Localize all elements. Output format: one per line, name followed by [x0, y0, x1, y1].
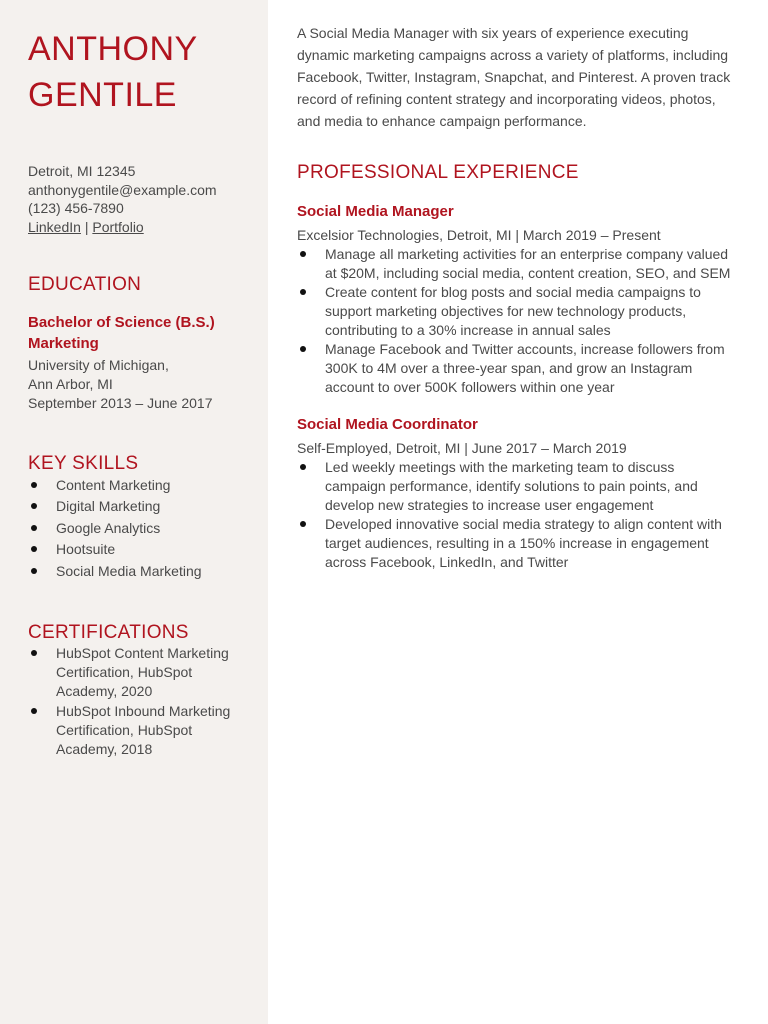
professional-summary: A Social Media Manager with six years of experience executing dynamic marketing campaigns across a variety of platforms, including Facebook, Twitter, Instagram, Snapchat, and Pinterest. A proven track record of refining content strategy and incorporating videos, photos, and media to enhance campaign performance.	[297, 25, 731, 129]
education-heading: EDUCATION	[28, 274, 142, 295]
degree-name: Bachelor of Science (B.S.)	[28, 314, 215, 331]
school-location: Ann Arbor, MI	[28, 376, 113, 392]
job-bullets	[297, 458, 742, 572]
certifications-list	[28, 644, 248, 759]
profile-links	[28, 218, 248, 237]
job-meta: Self-Employed, Detroit, MI | June 2017 – March 2019	[297, 440, 627, 456]
job-meta: Excelsior Technologies, Detroit, MI | March 2019 – Present	[297, 227, 661, 243]
linkedin-link[interactable]: LinkedIn	[28, 218, 81, 235]
job-bullet: Manage Facebook and Twitter accounts, increase followers from 300K to 4M over a three-year span, and grow an Instagram account to over 500K followers within one year	[297, 340, 742, 397]
job-bullet: Manage all marketing activities for an enterprise company valued at $20M, including social media, content creation, SEO, and SEM	[297, 245, 742, 283]
degree	[28, 312, 248, 354]
main-content	[268, 0, 768, 1024]
skill-item: Content Marketing	[28, 475, 248, 496]
address: Detroit, MI 12345	[28, 163, 136, 179]
certifications-heading: CERTIFICATIONS	[28, 622, 189, 644]
job-bullet: Create content for blog posts and social media campaigns to support marketing objectives for new technology products, contributing to a 30% increase in annual sales	[297, 283, 742, 340]
job-bullets	[297, 245, 742, 397]
school-name: University of Michigan,	[28, 357, 169, 373]
certification-item: HubSpot Inbound Marketing Certification, HubSpot Academy, 2018	[28, 702, 248, 759]
contact-info	[28, 162, 248, 236]
skill-item: Digital Marketing	[28, 496, 248, 517]
first-name: ANTHONY	[28, 30, 198, 68]
phone: (123) 456-7890	[28, 200, 124, 216]
skills-list	[28, 475, 248, 582]
skill-item: Google Analytics	[28, 518, 248, 539]
email: anthonygentile@example.com	[28, 181, 217, 198]
skill-item: Social Media Marketing	[28, 561, 248, 582]
education-dates: September 2013 – June 2017	[28, 395, 213, 411]
candidate-name	[28, 26, 248, 118]
job-title: Social Media Manager	[297, 203, 454, 220]
skill-item: Hootsuite	[28, 539, 248, 560]
job-title: Social Media Coordinator	[297, 416, 478, 433]
job-entry	[297, 202, 742, 397]
job-bullet: Developed innovative social media strategy to align content with target audiences, resulting in a 150% increase in engagement across Facebook, LinkedIn, and Twitter	[297, 515, 742, 572]
skills-heading: KEY SKILLS	[28, 453, 139, 474]
job-entry	[297, 415, 742, 572]
experience-heading: PROFESSIONAL EXPERIENCE	[297, 162, 579, 183]
job-bullet: Led weekly meetings with the marketing team to discuss campaign performance, identify solutions to pain points, and develop new strategies to increase user engagement	[297, 458, 742, 515]
last-name: GENTILE	[28, 76, 177, 114]
school	[28, 356, 248, 413]
portfolio-link[interactable]: Portfolio	[92, 218, 144, 235]
skills-section	[28, 453, 248, 582]
degree-major: Marketing	[28, 335, 99, 352]
certification-item: HubSpot Content Marketing Certification, HubSpot Academy, 2020	[28, 644, 248, 701]
link-separator: |	[84, 218, 89, 235]
experience-section	[297, 162, 742, 572]
sidebar	[0, 0, 268, 1024]
certifications-section	[28, 622, 248, 759]
education-section	[28, 274, 248, 413]
